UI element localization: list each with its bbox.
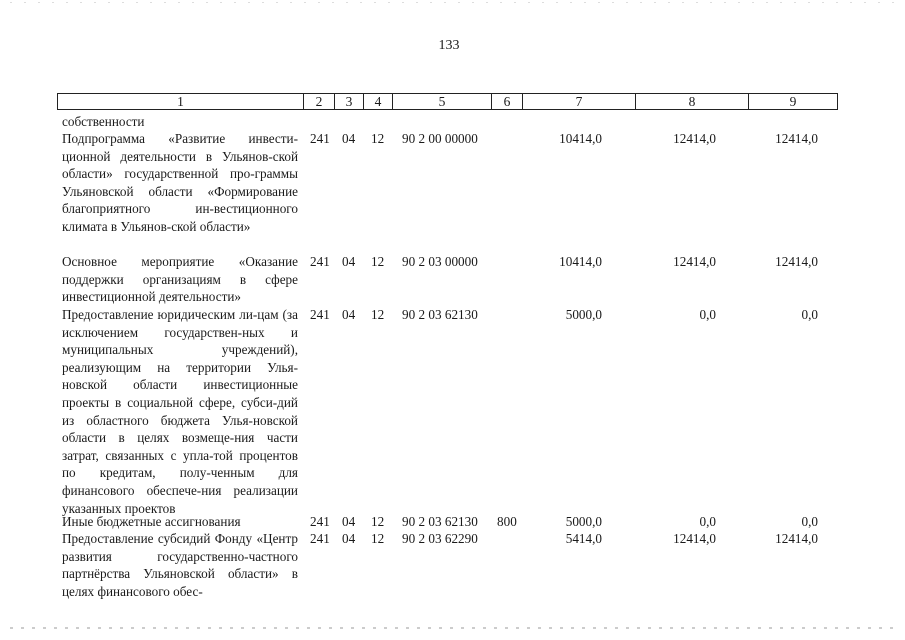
cell-target-article: 90 2 03 62130 [402,307,478,322]
cell-amount-col9: 0,0 [801,307,818,322]
cell-amount-col8: 12414,0 [673,131,716,146]
cell-target-article: 90 2 03 62130 [402,514,478,529]
cell-amount-col9: 12414,0 [775,254,818,269]
cell-amount-col9: 12414,0 [775,131,818,146]
header-col-2: 2 [303,93,335,110]
row-name: Предоставление субсидий Фонду «Центр развития государственно-частного партнёрства Ульяновской области» в целях финансового обес- [62,531,298,599]
cell-target-article: 90 2 03 62290 [402,531,478,546]
cell-section: 04 [342,254,356,269]
cell-amount-col7: 5000,0 [565,307,602,322]
header-col-7: 7 [522,93,636,110]
cell-expense-type: 800 [497,514,517,529]
cell-amount-col7: 5000,0 [565,514,602,529]
header-col-9: 9 [748,93,838,110]
row-name: Основное мероприятие «Оказание поддержки организациям в сфере инвестиционной деятельности» [62,254,298,305]
header-col-4: 4 [363,93,393,110]
cell-section: 04 [342,531,356,546]
header-col-8: 8 [635,93,749,110]
cell-subsection: 12 [371,531,385,546]
cell-amount-col7: 5414,0 [565,531,602,546]
row-name: Подпрограмма «Развитие инвести-ционной деятельности в Ульянов-ской области» государственной про-граммы Ульяновской области «Формирование благоприятного ин-вестиционного климата в Ульянов-ской области» [62,131,298,234]
header-col-3: 3 [334,93,364,110]
cell-admin-code: 241 [310,131,330,146]
cell-amount-col7: 10414,0 [559,131,602,146]
cell-section: 04 [342,514,356,529]
cell-amount-col8: 12414,0 [673,254,716,269]
cell-subsection: 12 [371,254,385,269]
header-col-5: 5 [392,93,492,110]
header-col-6: 6 [491,93,523,110]
row-name: собственности [62,114,145,129]
page-number: 133 [438,38,460,53]
row-name: Предоставление юридическим ли-цам (за исключением государствен-ных и муниципальных учреждений), реализующим на территории Улья-новской области инвестиционные проекты в социальной сфере, субси-дий из областного бюджета Улья-новской области в целях возмеще-ния части затрат, связанных с упла-той процентов по кредитам, полу-ченным для финансового обеспече-ния реализации указанных проектов [62,307,298,516]
row-name: Иные бюджетные ассигнования [62,514,241,529]
cell-amount-col8: 0,0 [699,514,716,529]
cell-admin-code: 241 [310,514,330,529]
cell-subsection: 12 [371,514,385,529]
cell-amount-col7: 10414,0 [559,254,602,269]
scan-edge-bottom [10,627,895,629]
cell-amount-col9: 12414,0 [775,531,818,546]
cell-subsection: 12 [371,307,385,322]
cell-target-article: 90 2 00 00000 [402,131,478,146]
cell-amount-col9: 0,0 [801,514,818,529]
cell-admin-code: 241 [310,307,330,322]
cell-amount-col8: 12414,0 [673,531,716,546]
cell-amount-col8: 0,0 [699,307,716,322]
cell-section: 04 [342,131,356,146]
header-col-1: 1 [57,93,304,110]
cell-admin-code: 241 [310,254,330,269]
cell-section: 04 [342,307,356,322]
cell-subsection: 12 [371,131,385,146]
scan-edge-top [10,2,895,3]
cell-admin-code: 241 [310,531,330,546]
cell-target-article: 90 2 03 00000 [402,254,478,269]
